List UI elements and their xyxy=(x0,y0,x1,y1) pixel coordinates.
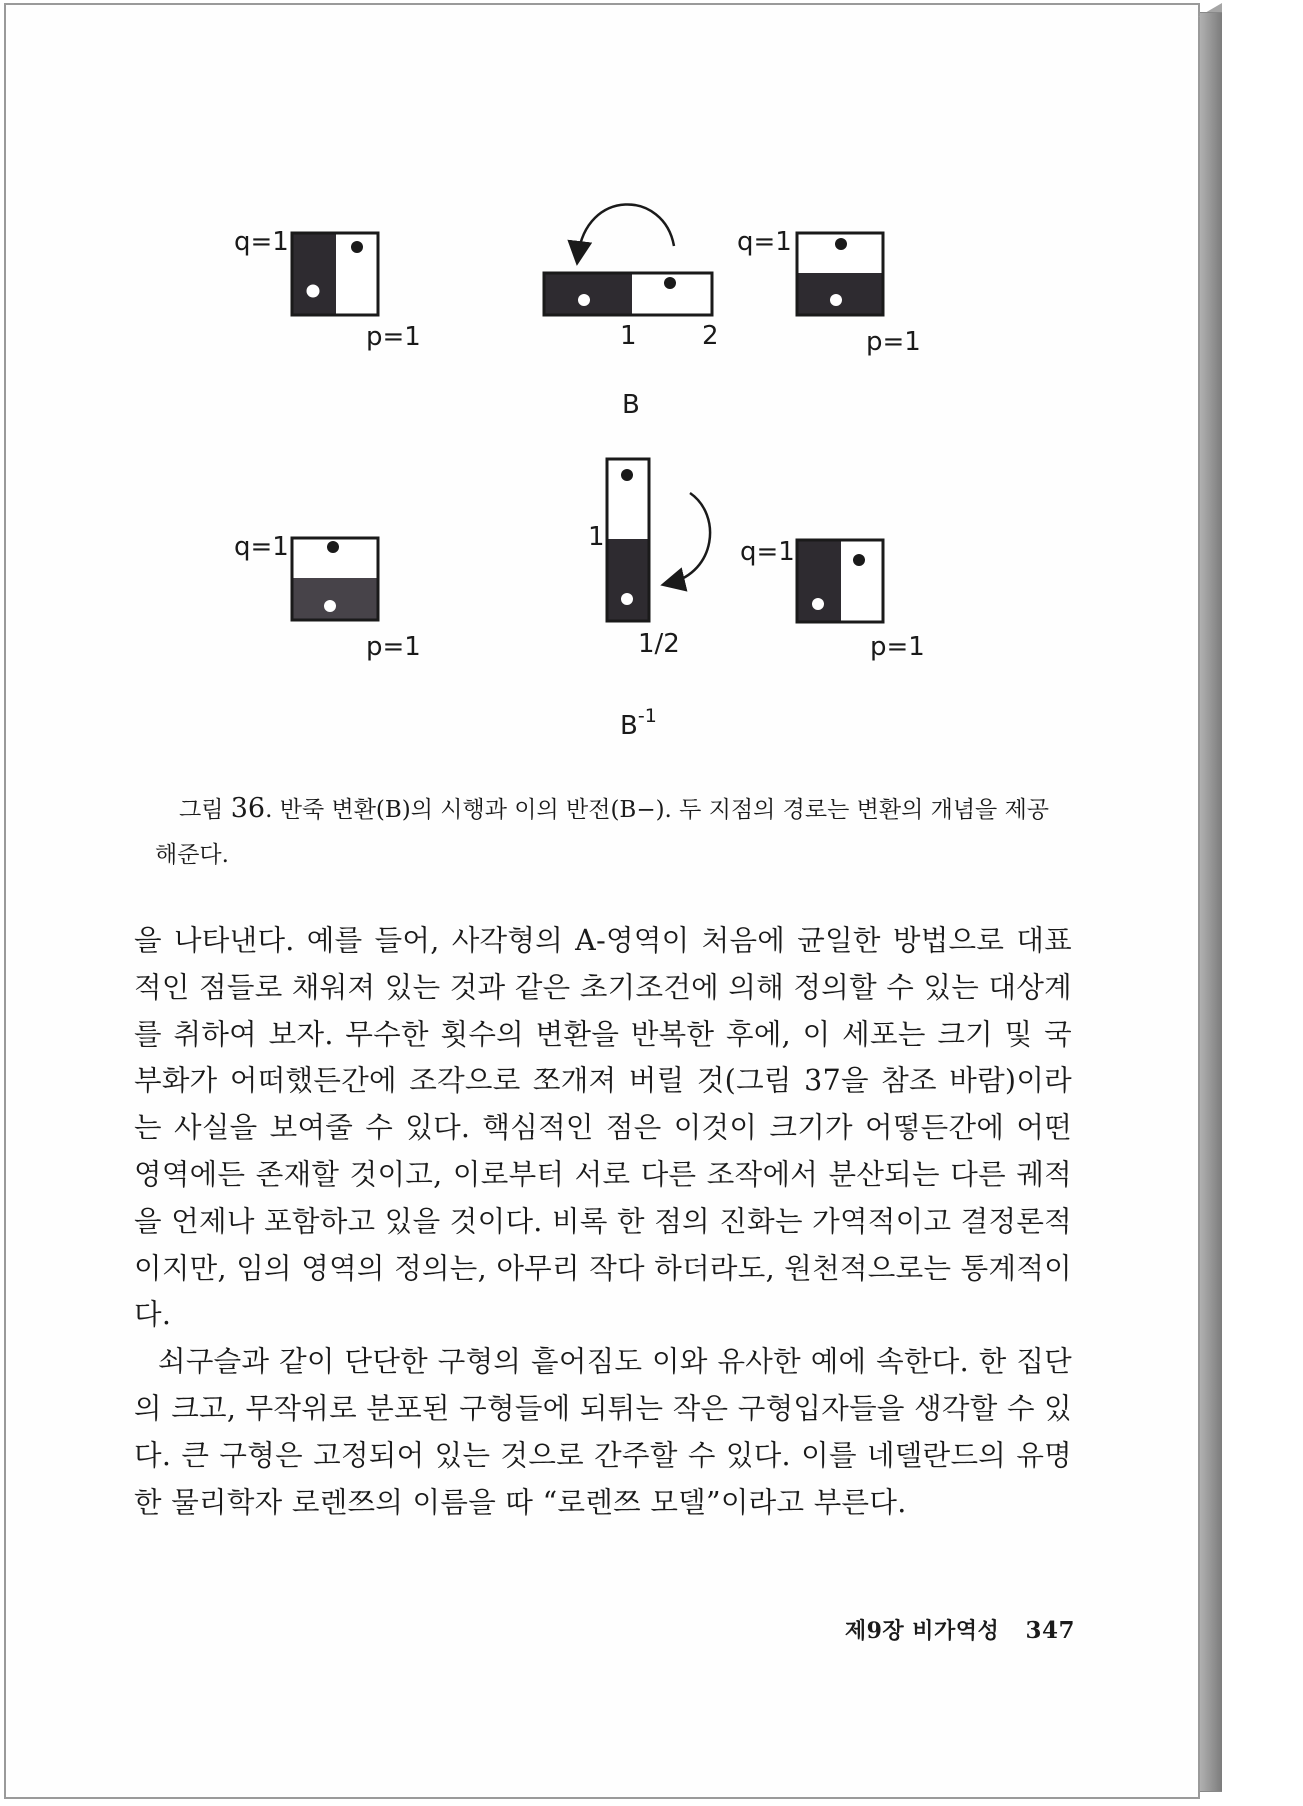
chapter-title: 비가역성 xyxy=(912,1618,1000,1644)
white-point xyxy=(578,294,590,306)
body-text xyxy=(134,918,1072,1526)
dark-half xyxy=(797,273,883,315)
figure-36 xyxy=(0,0,1303,760)
top-middle-stretched-rect xyxy=(544,204,719,351)
dark-half xyxy=(292,578,378,620)
q-label: q=1 xyxy=(234,532,289,562)
q-label: q=1 xyxy=(737,227,792,257)
caption-text: . 반죽 변환(B)의 시행과 이의 반전(B−). 두 지점의 경로는 변환의 개념을 제공해준다. xyxy=(155,797,1050,868)
black-point xyxy=(327,541,339,553)
q-label: q=1 xyxy=(740,537,795,567)
caption-label: 그림 xyxy=(179,797,224,823)
white-point xyxy=(324,600,336,612)
black-point xyxy=(351,241,363,253)
dark-half xyxy=(292,233,336,315)
p-label: p=1 xyxy=(866,327,921,357)
figure-caption xyxy=(155,786,1055,878)
dark-half xyxy=(607,539,649,621)
black-point xyxy=(853,554,865,566)
bottom-left-square xyxy=(234,532,421,662)
bottom-middle-tall-rect xyxy=(588,459,710,659)
p-label: p=1 xyxy=(366,322,421,352)
running-footer xyxy=(815,1614,1075,1645)
page-number: 347 xyxy=(1025,1617,1075,1644)
chapter-label: 제9장 xyxy=(844,1618,905,1644)
q-label: q=1 xyxy=(234,227,289,257)
baker-transformation-diagram xyxy=(0,0,1303,760)
transform-name-b: B xyxy=(622,390,640,420)
tick-top: 1 xyxy=(588,522,605,552)
top-right-square xyxy=(737,227,921,357)
black-point xyxy=(621,469,633,481)
black-point xyxy=(664,277,676,289)
caption-number: 36 xyxy=(230,793,266,824)
tick-bottom: 1/2 xyxy=(638,629,680,659)
transform-name-b-inverse: $B^{-1}$ xyxy=(620,705,657,741)
tick-2: 2 xyxy=(702,321,719,351)
white-point xyxy=(621,593,633,605)
top-left-square xyxy=(234,227,421,352)
paragraph-1: 을 나타낸다. 예를 들어, 사각형의 A-영역이 처음에 균일한 방법으로 대표적인 점들로 채워져 있는 것과 같은 초기조건에 의해 정의할 수 있는 대상계를 취하여 보자. 무수한 횟수의 변환을 반복한 후에, 이 세포는 크기 및 국부화가 어떠했든간에 조각으로 쪼개져 버릴 것(그림 37을 참조 바람)이라는 사실을 보여줄 수 있다. 핵심적인 점은 이것이 크기가 어떻든간에 어떤 영역에든 존재할 것이고, 이로부터 서로 다른 조작에서 분산되는 다른 궤적을 언제나 포함하고 있을 것이다. 비록 한 점의 진화는 가역적이고 결정론적이지만, 임의 영역의 정의는, 아무리 작다 하더라도, 원천적으로는 통계적이다. xyxy=(134,924,1072,1332)
dark-half xyxy=(544,273,632,315)
black-point xyxy=(835,238,847,250)
p-label: p=1 xyxy=(366,632,421,662)
tick-1: 1 xyxy=(620,321,637,351)
p-label: p=1 xyxy=(870,632,925,662)
bottom-right-square xyxy=(740,537,925,662)
light-half xyxy=(841,540,883,622)
fold-arrow xyxy=(670,493,710,583)
white-point xyxy=(307,285,319,297)
paragraph-2: 쇠구슬과 같이 단단한 구형의 흩어짐도 이와 유사한 예에 속한다. 한 집단의 크고, 무작위로 분포된 구형들에 되튀는 작은 구형입자들을 생각할 수 있다. 큰 구형은 고정되어 있는 것으로 간주할 수 있다. 이를 네델란드의 유명한 물리학자 로렌쯔의 이름을 따 “로렌쯔 모델”이라고 부른다. xyxy=(134,1345,1072,1519)
white-point xyxy=(812,598,824,610)
white-point xyxy=(830,294,842,306)
fold-arrow xyxy=(578,204,674,256)
